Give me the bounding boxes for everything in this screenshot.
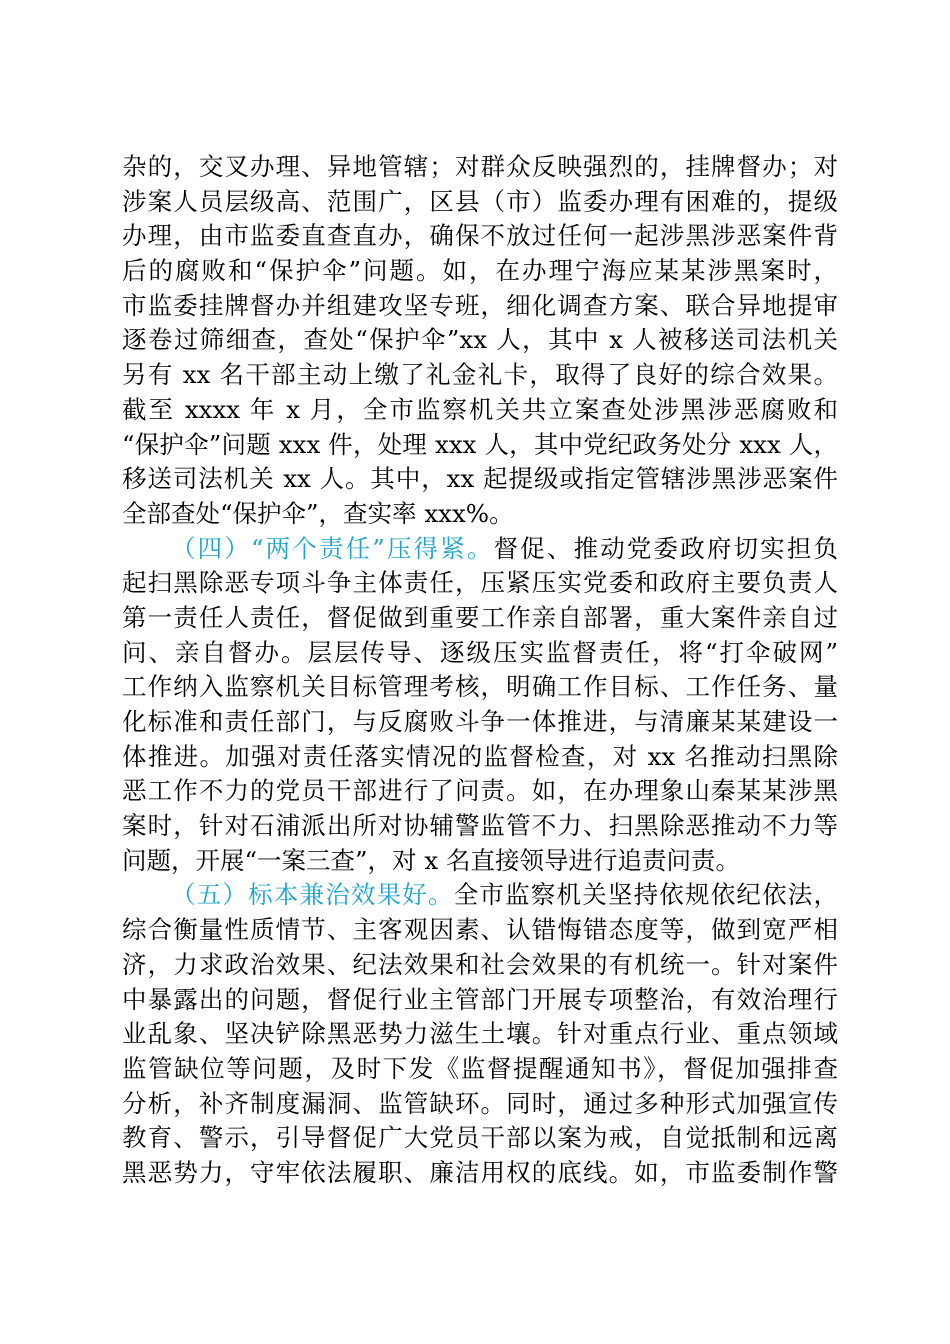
paragraph-3 — [122, 878, 838, 1190]
body-text — [122, 150, 838, 1191]
text-line: 另有 xx 名干部主动上缴了礼金礼卡，取得了良好的综合效果。 — [122, 360, 838, 390]
text-line: 济，力求政治效果、纪法效果和社会效果的有机统一。针对案件 — [122, 949, 838, 979]
text-line: 分析，补齐制度漏洞、监管缺环。同时，通过多种形式加强宣传 — [122, 1088, 838, 1118]
text-line: 体推进。加强对责任落实情况的监督检查，对 xx 名推动扫黑除 — [122, 741, 838, 771]
text-line: 教育、警示，引导督促广大党员干部以案为戒，自觉抵制和远离 — [122, 1123, 838, 1153]
text-line: 业乱象、坚决铲除黑恶势力滋生土壤。针对重点行业、重点领域 — [122, 1019, 838, 1049]
text-line: 逐卷过筛细查，查处“保护伞”xx 人，其中 x 人被移送司法机关 — [122, 325, 838, 355]
text-line: 杂的，交叉办理、异地管辖；对群众反映强烈的，挂牌督办；对 — [122, 152, 838, 181]
text-line: “保护伞”问题 xxx 件，处理 xxx 人，其中党纪政务处分 xxx 人， — [122, 429, 838, 459]
text-line: 起扫黑除恶专项斗争主体责任，压紧压实党委和政府主要负责人 — [122, 568, 838, 598]
text-line: 化标准和责任部门，与反腐败斗争一体推进，与清廉某某建设一 — [122, 707, 838, 736]
text-line: 工作纳入监察机关目标管理考核，明确工作目标、工作任务、量 — [122, 672, 838, 702]
section-heading-5: （五）标本兼治效果好。 — [171, 880, 454, 910]
section-heading-4: （四）“两个责任”压得紧。 — [171, 533, 494, 563]
text-line: 问、亲自督办。层层传导、逐级压实监督责任，将“打伞破网” — [122, 637, 838, 667]
text-line: 截至 xxxx 年 x 月，全市监察机关共立案查处涉黑涉恶腐败和 — [122, 394, 838, 424]
text-line: 案时，针对石浦派出所对协辅警监管不力、扫黑除恶推动不力等 — [122, 811, 838, 841]
text-line: 综合衡量性质情节、主客观因素、认错悔错态度等，做到宽严相 — [122, 915, 838, 945]
text-line: 后的腐败和“保护伞”问题。如，在办理宁海应某某涉黑案时， — [122, 256, 838, 286]
paragraph-1 — [122, 150, 838, 532]
text-line: 中暴露出的问题，督促行业主管部门开展专项整治，有效治理行 — [122, 984, 838, 1014]
text-run: 督促、推动党委政府切实担负 — [493, 533, 838, 563]
text-run: 全市监察机关坚持依规依纪依法， — [453, 880, 839, 910]
text-line: 办理，由市监委直查直办，确保不放过任何一起涉黑涉恶案件背 — [122, 221, 838, 251]
text-line: 监管缺位等问题，及时下发《监督提醒通知书》，督促加强排查 — [122, 1053, 838, 1083]
text-line: 移送司法机关 xx 人。其中，xx 起提级或指定管辖涉黑涉恶案件 — [122, 464, 838, 494]
text-line: 涉案人员层级高、范围广，区县（市）监委办理有困难的，提级 — [122, 186, 838, 216]
text-line: 全部查处“保护伞”，查实率 xxx%。 — [122, 498, 514, 528]
text-line: 市监委挂牌督办并组建攻坚专班，细化调查方案、联合异地提审 — [122, 290, 838, 320]
paragraph-2 — [122, 532, 838, 879]
text-line — [122, 532, 838, 567]
text-line: 黑恶势力，守牢依法履职、廉洁用权的底线。如，市监委制作警 — [122, 1157, 838, 1187]
text-line — [122, 878, 838, 913]
text-line: 恶工作不力的党员干部进行了问责。如，在办理象山秦某某涉黑 — [122, 776, 838, 806]
text-line: 问题，开展“一案三查”，对 x 名直接领导进行追责问责。 — [122, 845, 740, 875]
text-line: 第一责任人责任，督促做到重要工作亲自部署，重大案件亲自过 — [122, 602, 838, 632]
